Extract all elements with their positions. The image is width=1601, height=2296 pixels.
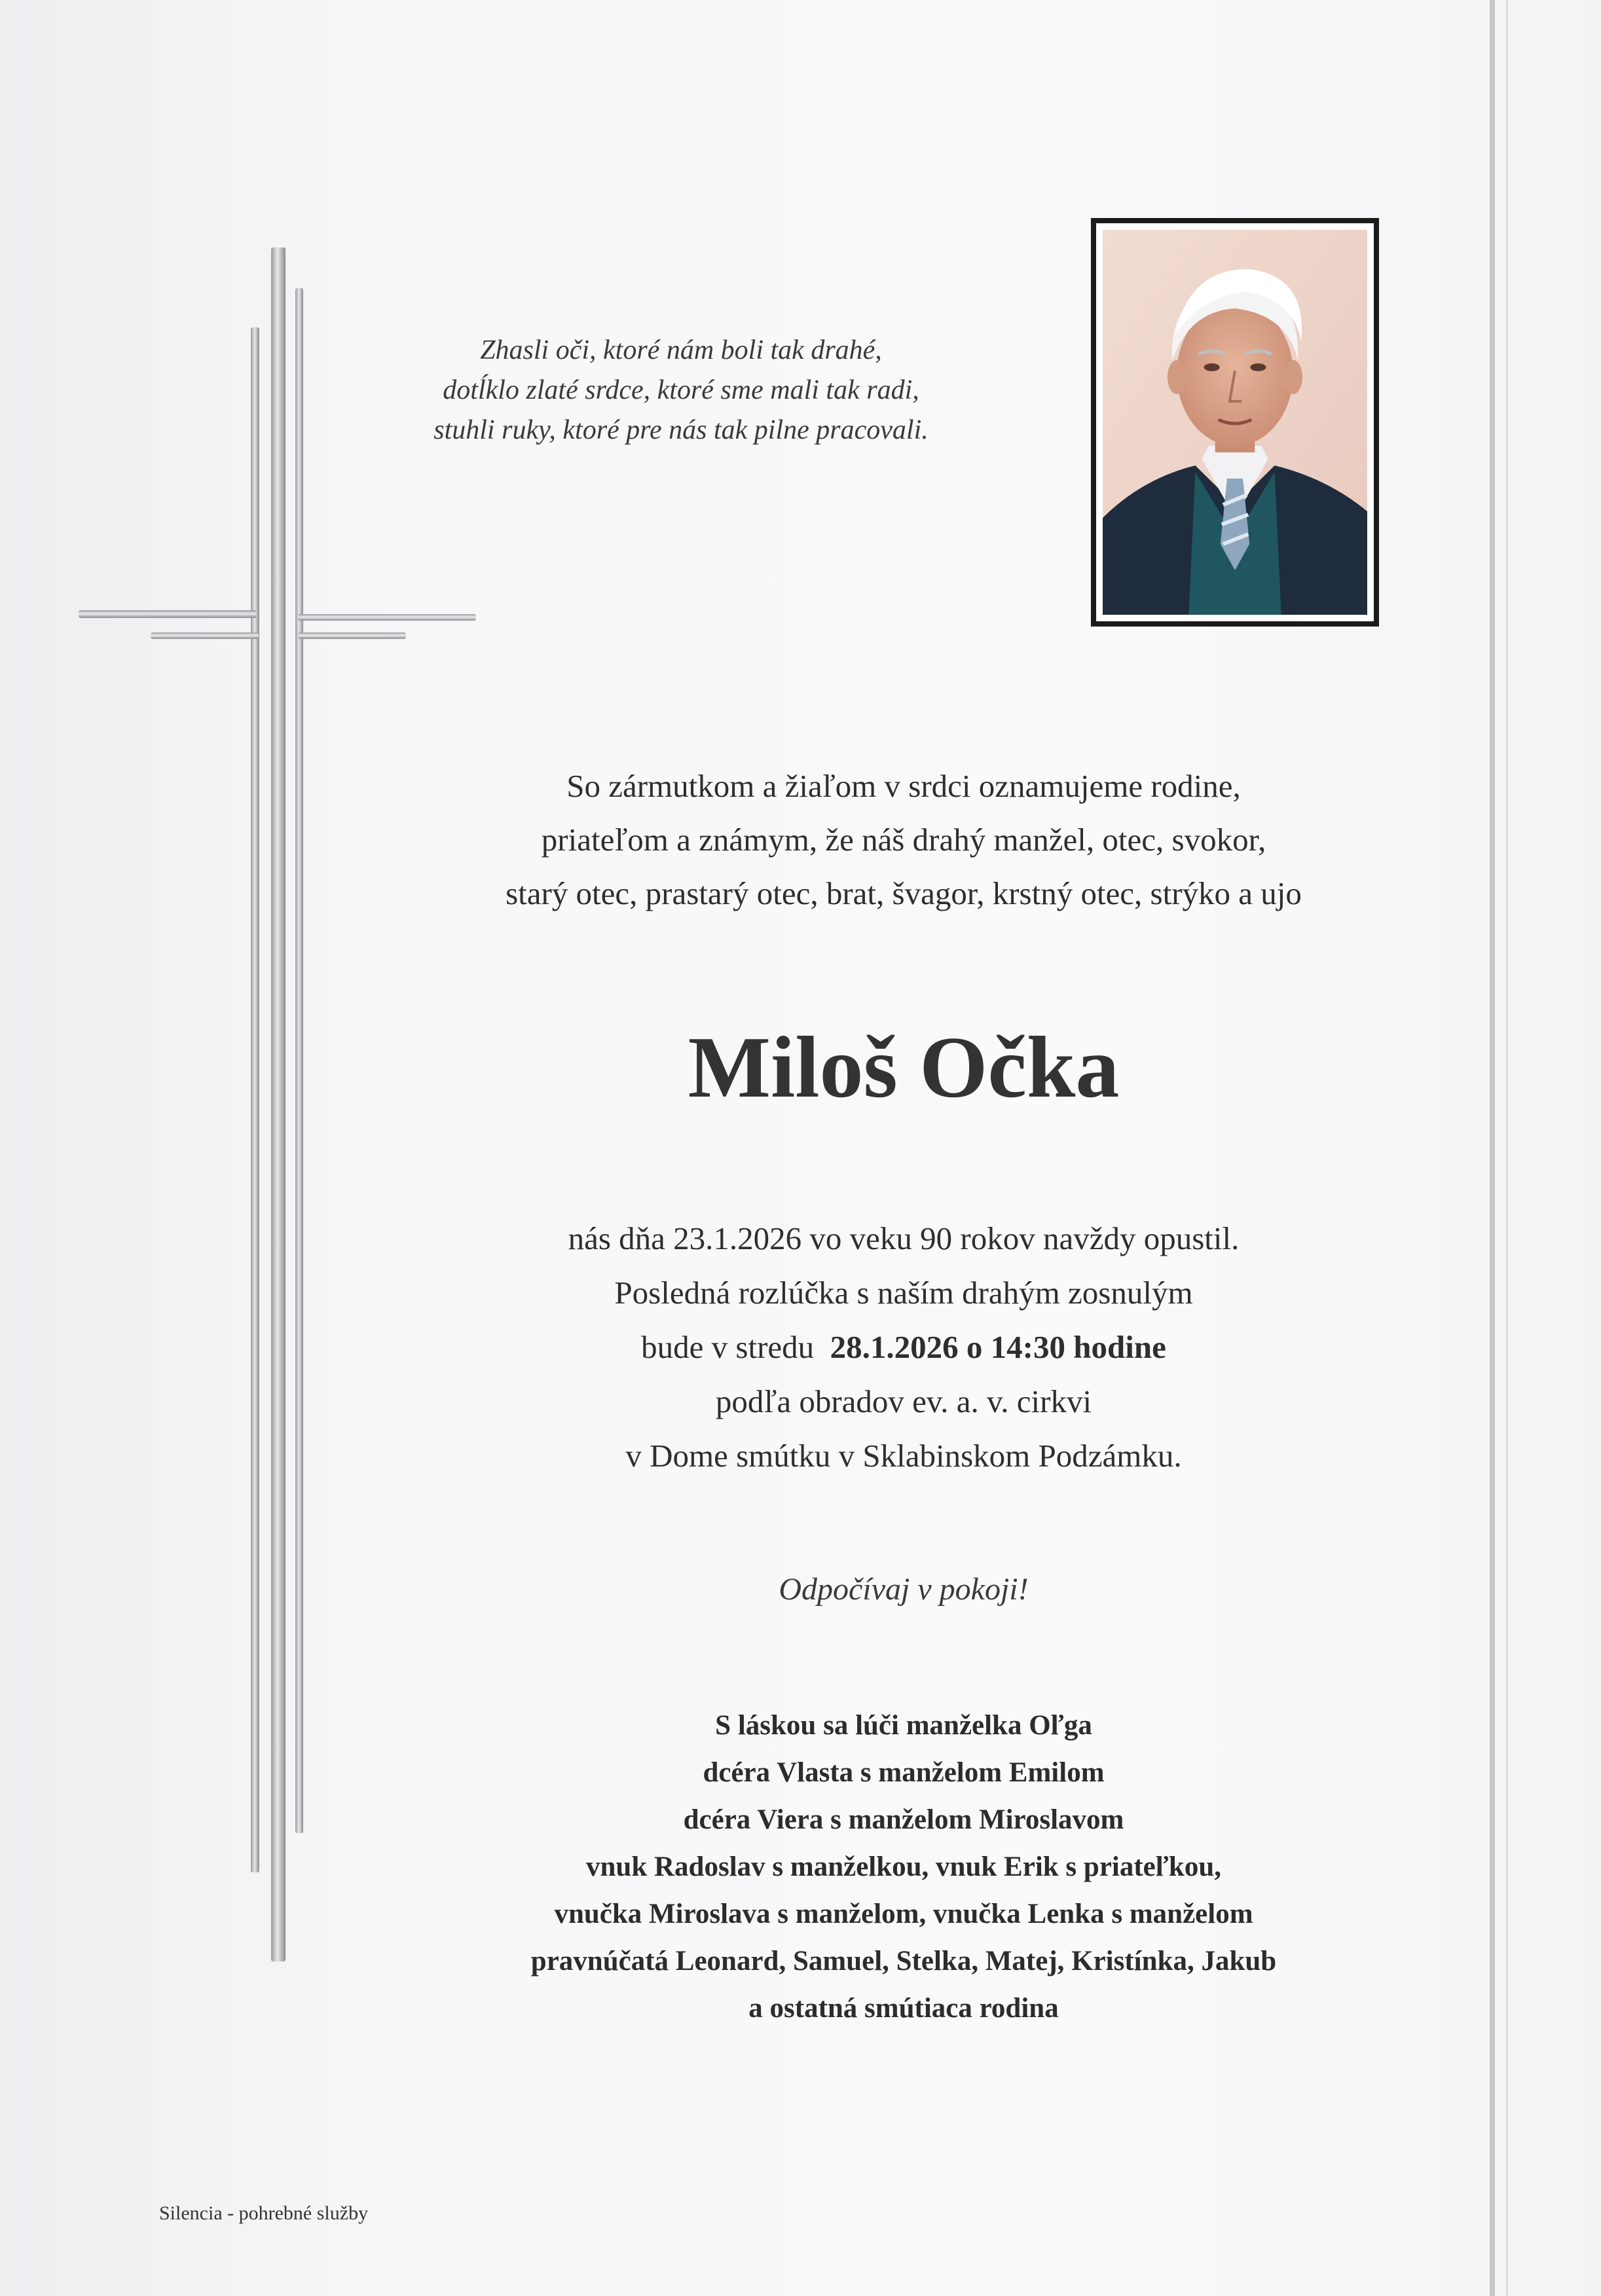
family-line: vnuk Radoslav s manželkou, vnuk Erik s priateľkou, [586, 1851, 1221, 1882]
poem-line: stuhli ruky, ktoré pre nás tak pilne pracovali. [433, 415, 929, 445]
right-border-line-thin [1506, 0, 1508, 2296]
family-line: dcéra Viera s manželom Miroslavom [683, 1804, 1124, 1835]
family-line: a ostatná smútiaca rodina [748, 1993, 1059, 2024]
poem-line: dotĺklo zlaté srdce, ktoré sme mali tak radi, [443, 375, 919, 405]
poem-line: Zhasli oči, ktoré nám boli tak drahé, [480, 335, 882, 365]
family-line: pravnúčatá Leonard, Samuel, Stelka, Matej, Kristínka, Jakub [530, 1946, 1277, 1977]
funeral-details [367, 1211, 1441, 1483]
details-line [367, 1320, 1441, 1374]
announcement-line: priateľom a známym, že náš drahý manžel, otec, svokor, [541, 822, 1266, 858]
right-border-line [1490, 0, 1495, 2296]
details-line: Posledná rozlúčka s naším drahým zosnulým [614, 1275, 1193, 1311]
announcement-line: starý otec, prastarý otec, brat, švagor, krstný otec, strýko a ujo [506, 875, 1302, 911]
details-line: v Dome smútku v Sklabinskom Podzámku. [625, 1438, 1182, 1474]
portrait-photo-frame [1091, 218, 1379, 627]
announcement [367, 759, 1441, 920]
family-line: dcéra Vlasta s manželom Emilom [703, 1757, 1105, 1788]
deceased-name: Miloš Očka [688, 1019, 1120, 1116]
footer-funeral-service: Silencia - pohrebné služby [159, 2202, 369, 2224]
family-line: S láskou sa lúči manželka Oľga [715, 1710, 1092, 1741]
family-list [367, 1702, 1441, 2032]
announcement-line: So zármutkom a žiaľom v srdci oznamujeme rodine, [566, 768, 1241, 804]
details-line: nás dňa 23.1.2026 vo veku 90 rokov navždy opustil. [568, 1220, 1240, 1256]
details-prefix: bude v stredu [641, 1329, 815, 1365]
poem [354, 331, 1008, 450]
portrait-photo [1103, 230, 1367, 615]
details-line: podľa obradov ev. a. v. cirkvi [715, 1383, 1092, 1419]
family-line: vnučka Miroslava s manželom, vnučka Lenka s manželom [554, 1899, 1253, 1929]
rest-in-peace: Odpočívaj v pokoji! [779, 1572, 1029, 1607]
funeral-date-time: 28.1.2026 o 14:30 hodine [830, 1329, 1166, 1365]
